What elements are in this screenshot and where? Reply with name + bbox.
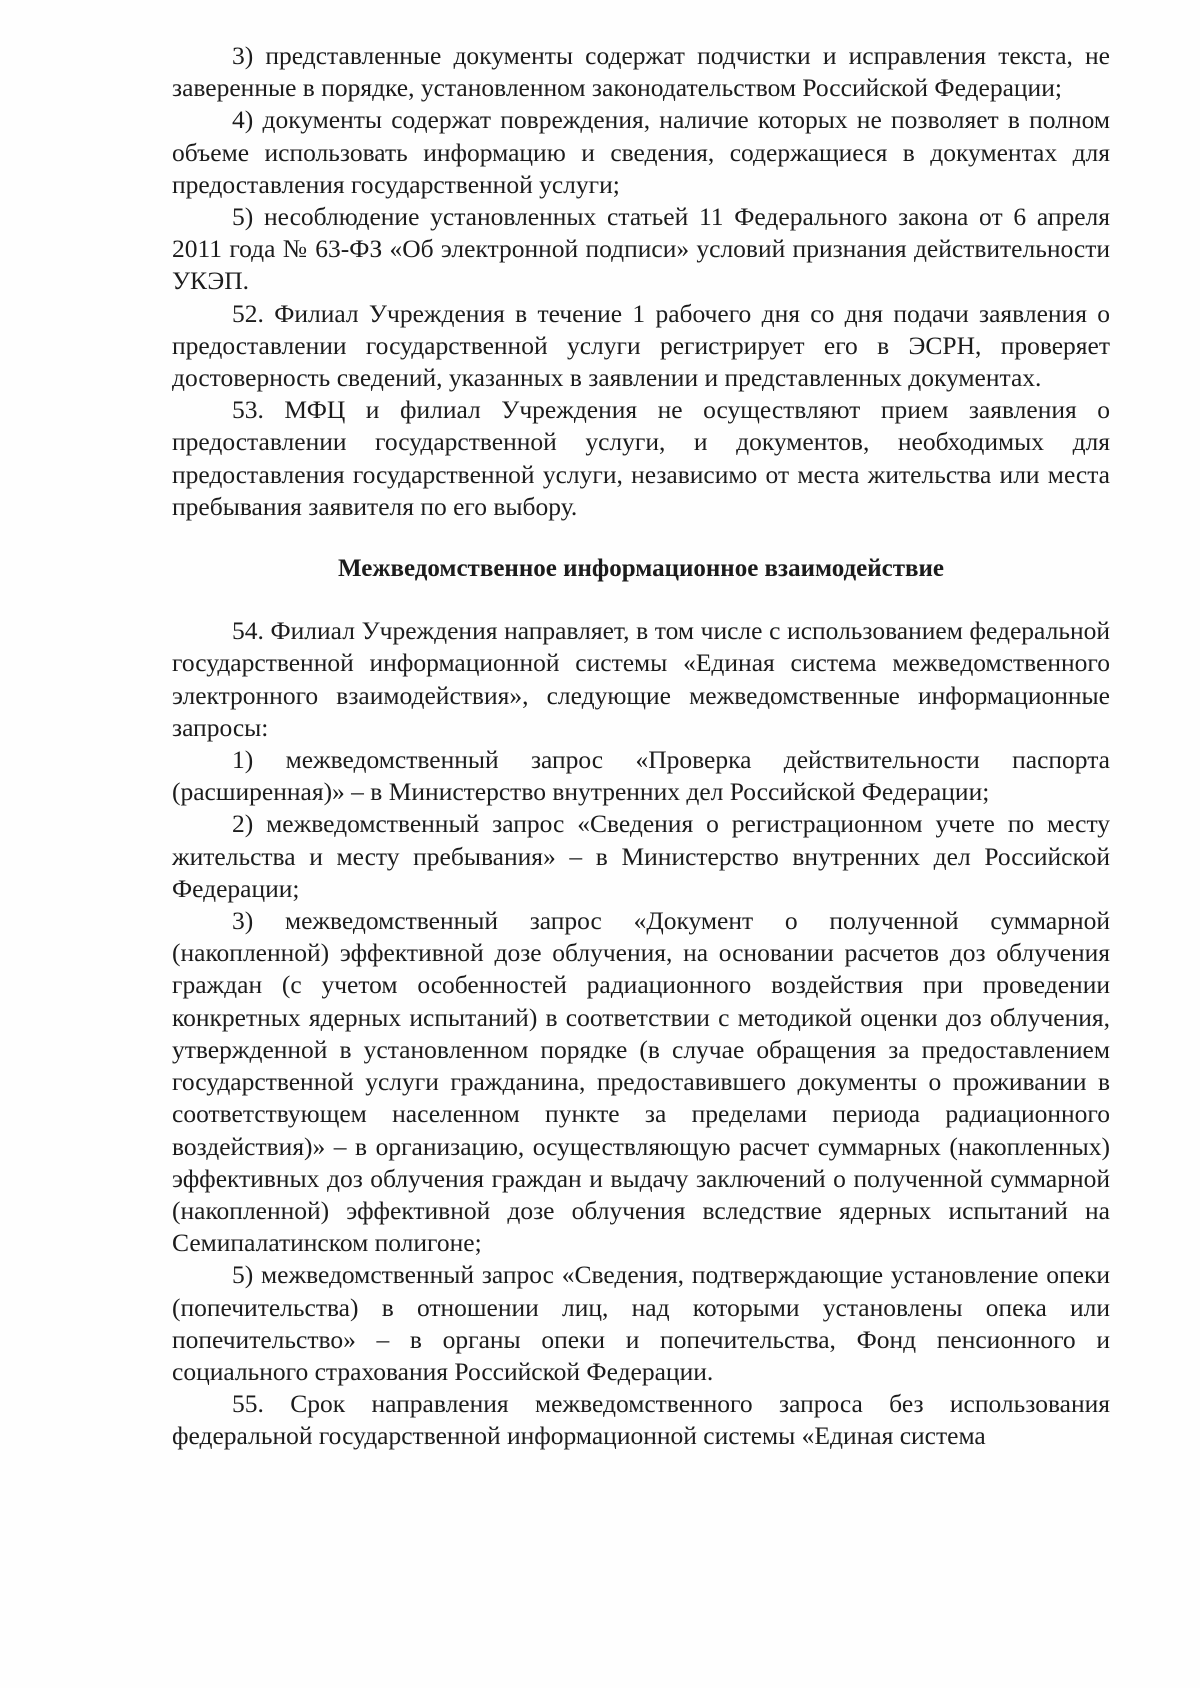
paragraph-item-5: 5) несоблюдение установленных статьей 11 Федерального закона от 6 апреля 2011 года № 63-ФЗ «Об электронной подписи» условий признания действительности УКЭП. (172, 202, 1110, 296)
paragraph-54-item-2: 2) межведомственный запрос «Сведения о регистрационном учете по месту жительства и месту пребывания» – в Министерство внутренних дел Российской Федерации; (172, 809, 1110, 903)
paragraph-52: 52. Филиал Учреждения в течение 1 рабочего дня со дня подачи заявления о предоставлении государственной услуги регистрирует его в ЭСРН, проверяет достоверность сведений, указанных в заявлении и представленных документах. (172, 298, 1110, 393)
section-heading: Межведомственное информационное взаимодействие (338, 555, 944, 583)
document-body (172, 40, 1110, 1453)
paragraph-54-item-5: 5) межведомственный запрос «Сведения, подтверждающие установление опеки (попечительства) в отношении лиц, над которыми установлены опека или попечительство» – в органы опеки и попечительства, Фонд пенсионного и социального страхования Российской Федерации. (172, 1260, 1110, 1386)
paragraph-item-4: 4) документы содержат повреждения, наличие которых не позволяет в полном объеме использовать информацию и сведения, содержащиеся в документах для предоставления государственной услуги; (172, 105, 1110, 199)
paragraph-item-3: 3) представленные документы содержат подчистки и исправления текста, не заверенные в порядке, установленном законодательством Российской Федерации; (172, 41, 1110, 103)
paragraph-55: 55. Срок направления межведомственного запроса без использования федеральной государственной информационной системы «Единая система (172, 1389, 1110, 1451)
paragraph-53: 53. МФЦ и филиал Учреждения не осуществляют прием заявления о предоставлении государственной услуги, и документов, необходимых для предоставления государственной услуги, независимо от места жительства или места пребывания заявителя по его выбору. (172, 395, 1110, 521)
paragraph-54-item-3: 3) межведомственный запрос «Документ о полученной суммарной (накопленной) эффективной дозе облучения, на основании расчетов доз облучения граждан (с учетом особенностей радиационного воздействия при проведении конкретных ядерных испытаний) в соответствии с методикой оценки доз облучения, утвержденной в установленном порядке (в случае обращения за предоставлением государственной услуги гражданина, предоставившего документы о проживании в соответствующем населенном пункте за пределами периода радиационного воздействия)» – в организацию, осуществляющую расчет суммарных (накопленных) эффективных доз облучения граждан и выдачу заключений о полученной суммарной (накопленной) эффективной дозе облучения вследствие ядерных испытаний на Семипалатинском полигоне; (172, 906, 1110, 1258)
paragraph-54-item-1: 1) межведомственный запрос «Проверка действительности паспорта (расширенная)» – в Министерство внутренних дел Российской Федерации; (172, 745, 1110, 807)
paragraph-54: 54. Филиал Учреждения направляет, в том числе с использованием федеральной государственной информационной системы «Единая система межведомственного электронного взаимодействия», следующие межведомственные информационные запросы: (172, 616, 1110, 742)
